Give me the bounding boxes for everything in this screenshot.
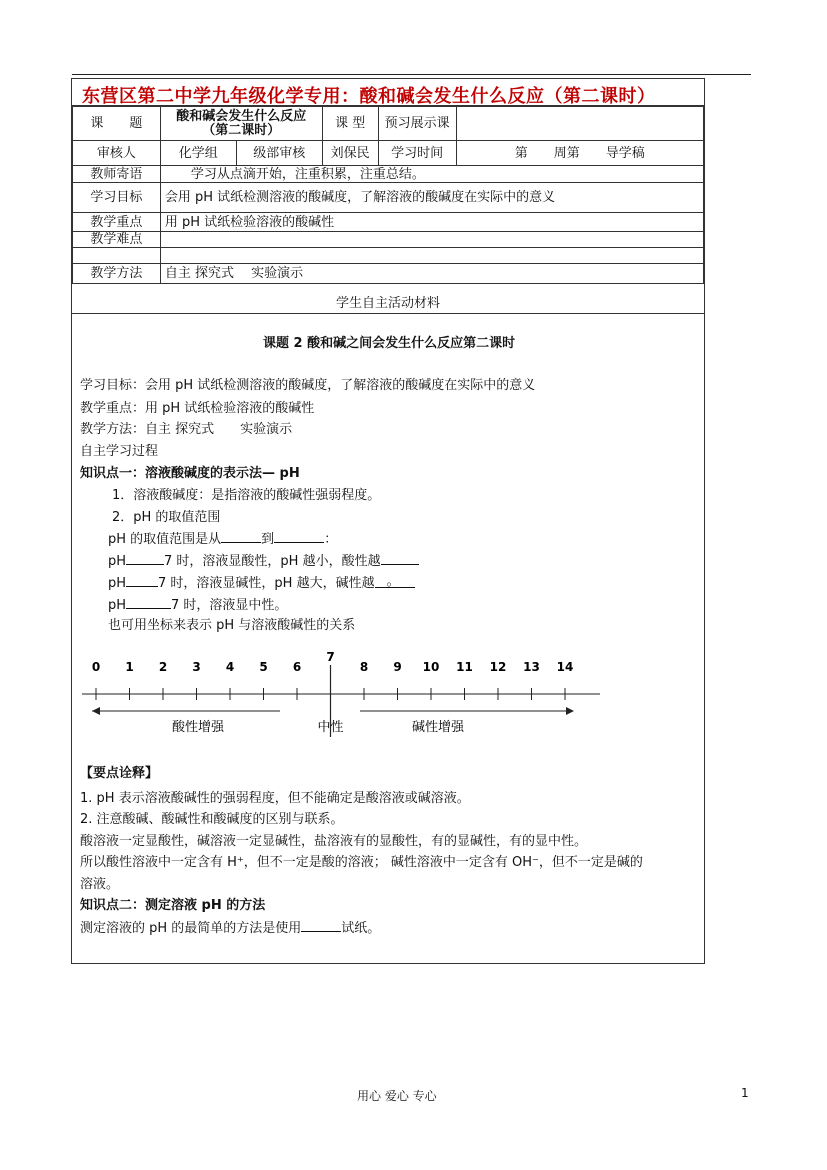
ph-tick-label-0: 0 — [91, 660, 101, 674]
ph-tick-label-5: 5 — [259, 660, 268, 674]
blank-test-paper[interactable] — [301, 919, 341, 932]
blank-base-strength[interactable]: 。 — [375, 575, 415, 588]
label-reviewer: 审核人 — [73, 141, 161, 166]
base-arrow-head — [566, 707, 574, 715]
type-extra — [456, 107, 703, 141]
type-value: 预习展示课 — [378, 107, 456, 141]
ph-tick-label-3: 3 — [192, 660, 201, 674]
label-teacher-message: 教师寄语 — [73, 166, 161, 183]
ph-tick-label-12: 12 — [489, 660, 507, 674]
range-line: pH 的取值范围是从 到 ： — [108, 532, 338, 547]
knowledge-item-2: 2．pH 的取值范围 — [112, 510, 221, 525]
blank-base-compare[interactable] — [126, 574, 158, 587]
row-reviewer — [73, 141, 704, 166]
label-difficulty: 教学难点 — [73, 232, 161, 248]
ph-tick-label-8: 8 — [359, 660, 369, 674]
acid-arrow-head — [92, 707, 100, 715]
key-point-5: 溶液。 — [80, 877, 120, 892]
teacher-message: 学习从点滴开始，注重积累，注重总结。 — [160, 166, 703, 183]
ph-tick-label-2: 2 — [158, 660, 168, 674]
base-strength-label: 碱性增强 — [411, 720, 465, 735]
ph-tick-label-10: 10 — [422, 660, 440, 674]
acid-strength-label: 酸性增强 — [171, 720, 225, 735]
ph-scale-diagram — [70, 645, 620, 745]
label-topic: 课 题 — [73, 107, 161, 141]
body-process: 自主学习过程 — [80, 444, 159, 459]
difficulty-value — [160, 232, 703, 248]
section-label: 学生自主活动材料 — [72, 295, 704, 314]
label-key-point: 教学重点 — [73, 213, 161, 232]
knowledge-point-1-title: 知识点一：溶液酸碱度的表示法— pH — [80, 466, 300, 481]
key-points-title: 【要点诠释】 — [80, 766, 159, 781]
measure-line: 测定溶液的 pH 的最简单的方法是使用 试纸。 — [80, 921, 381, 936]
row-method — [73, 264, 704, 284]
label-study-time: 学习时间 — [378, 141, 456, 166]
footer-motto: 用心 爱心 专心 — [357, 1089, 437, 1103]
row-message — [73, 166, 704, 183]
coordinate-note: 也可用坐标来表示 pH 与溶液酸碱性的关系 — [108, 618, 356, 633]
key-point-value: 用 pH 试纸检验溶液的酸碱性 — [160, 213, 703, 232]
blank-acid-strength[interactable] — [381, 552, 419, 565]
key-point-4: 所以酸性溶液中一定含有 H⁺，但不一定是酸的溶液； 碱性溶液中一定含有 OH⁻，但不一定是碱的 — [80, 855, 643, 870]
label-grade-review: 级部审核 — [236, 141, 322, 166]
ph-tick-label-6: 6 — [292, 660, 302, 674]
method-value: 自主 探究式 实验演示 — [160, 264, 703, 284]
blank-neutral-compare[interactable] — [126, 596, 171, 609]
key-point-2: 2. 注意酸碱、酸碱性和酸碱度的区别与联系。 — [80, 812, 344, 827]
body-key-point: 教学重点：用 pH 试纸检验溶液的酸碱性 — [80, 401, 315, 416]
ph-tick-label-7: 7 — [326, 650, 335, 664]
ph-tick-label-13: 13 — [523, 660, 540, 674]
lesson-info-table — [72, 106, 704, 284]
row-key — [73, 213, 704, 232]
acid-line: pH 7 时，溶液显酸性，pH 越小，酸性越 — [108, 552, 419, 571]
reviewer-value: 化学组 — [160, 141, 236, 166]
goal-value: 会用 pH 试纸检测溶液的酸碱度，了解溶液的酸碱度在实际中的意义 — [160, 183, 703, 213]
header-rule — [72, 74, 751, 75]
empty-label — [73, 248, 161, 264]
knowledge-point-2-title: 知识点二：测定溶液 pH 的方法 — [80, 898, 266, 913]
key-point-3: 酸溶液一定显酸性，碱溶液一定显碱性，盐溶液有的显酸性，有的显碱性，有的显中性。 — [80, 834, 588, 849]
base-line: pH 7 时，溶液显碱性，pH 越大，碱性越 。 — [108, 574, 415, 593]
blank-range-to[interactable] — [274, 530, 324, 543]
key-point-1: 1. pH 表示溶液酸碱性的强弱程度，但不能确定是酸溶液或碱溶液。 — [80, 791, 470, 806]
title-bar — [72, 79, 704, 106]
blank-acid-compare[interactable] — [126, 552, 164, 565]
ph-tick-label-4: 4 — [225, 660, 235, 674]
ph-tick-label-11: 11 — [456, 660, 473, 674]
document-title: 东营区第二中学九年级化学专用：酸和碱会发生什么反应（第二课时） — [82, 86, 656, 107]
study-time-value: 第 周第 导学稿 — [456, 141, 703, 166]
row-topic — [73, 107, 704, 141]
row-empty — [73, 248, 704, 264]
label-method: 教学方法 — [73, 264, 161, 284]
ph-tick-label-14: 14 — [556, 660, 574, 674]
knowledge-item-1: 1．溶液酸碱度：是指溶液的酸碱性强弱程度。 — [112, 488, 381, 503]
topic-value: 酸和碱会发生什么反应 （第二课时） — [160, 107, 322, 141]
body-goal: 学习目标：会用 pH 试纸检测溶液的酸碱度，了解溶液的酸碱度在实际中的意义 — [80, 378, 536, 393]
ph-tick-label-1: 1 — [125, 660, 134, 674]
grade-review-value: 刘保民 — [322, 141, 378, 166]
empty-value — [160, 248, 703, 264]
neutral-line: pH 7 时，溶液显中性。 — [108, 598, 288, 613]
neutral-label: 中性 — [317, 720, 344, 735]
blank-range-from[interactable] — [221, 530, 261, 543]
row-difficulty — [73, 232, 704, 248]
label-goal: 学习目标 — [73, 183, 161, 213]
lesson-title: 课题 2 酸和碱之间会发生什么反应第二课时 — [263, 336, 516, 351]
page-number: 1 — [741, 1086, 749, 1100]
ph-tick-label-9: 9 — [393, 660, 402, 674]
label-type: 课 型 — [322, 107, 378, 141]
body-method: 教学方法：自主 探究式 实验演示 — [80, 422, 293, 437]
row-goal — [73, 183, 704, 213]
